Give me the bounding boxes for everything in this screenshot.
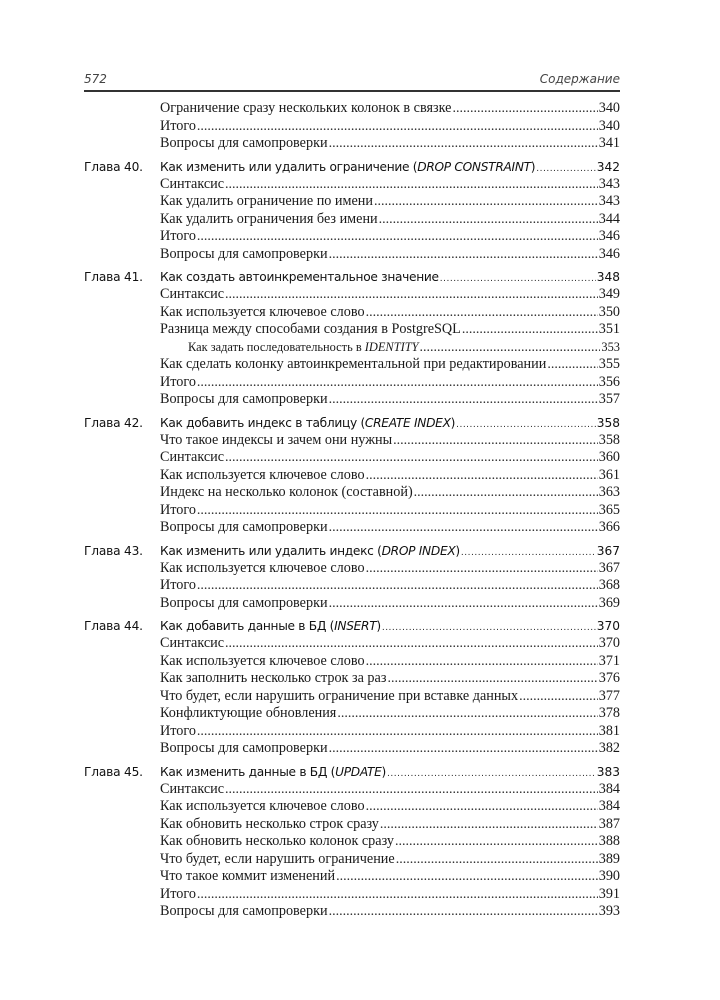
- toc-entry[interactable]: Как используется ключевое слово ..... 350: [84, 304, 620, 322]
- toc-entry[interactable]: Что такое коммит изменений ..... 390: [84, 868, 620, 886]
- toc-entry[interactable]: Как обновить несколько строк сразу ..... 387: [84, 816, 620, 834]
- toc-entry[interactable]: Вопросы для самопроверки ..... 366: [84, 519, 620, 537]
- chapter-heading[interactable]: [84, 763, 620, 781]
- toc-entry[interactable]: Вопросы для самопроверки ..... 346: [84, 246, 620, 264]
- chapter-title: Как изменить или удалить ограничение (DROP CONSTRAINT): [160, 159, 536, 174]
- chapter-page: 358: [596, 415, 620, 430]
- toc-entry[interactable]: Как используется ключевое слово ..... 367: [84, 560, 620, 578]
- toc-entry[interactable]: Итого ..... 356: [84, 374, 620, 392]
- toc-entry[interactable]: Синтаксис ..... 343: [84, 176, 620, 194]
- chapter-page: 370: [596, 619, 620, 633]
- chapter-title: Как изменить или удалить индекс (DROP INDEX): [160, 543, 460, 558]
- toc-chapter-44: [84, 617, 620, 758]
- chapter-label: Глава 43.: [84, 543, 143, 558]
- toc-entry[interactable]: Как сделать колонку автоинкрементальной при редактировании ..... 355: [84, 356, 620, 374]
- chapter-title: Как добавить индекс в таблицу (CREATE INDEX): [160, 415, 456, 430]
- toc-entry[interactable]: Как удалить ограничения без имени ..... 344: [84, 211, 620, 229]
- chapter-heading[interactable]: [84, 158, 620, 176]
- toc-chapter-43: [84, 542, 620, 613]
- toc-entry[interactable]: Как используется ключевое слово ..... 384: [84, 798, 620, 816]
- toc-chapter-40: [84, 158, 620, 264]
- toc-entry[interactable]: Итого ..... 381: [84, 723, 620, 741]
- toc-entry[interactable]: Как используется ключевое слово ..... 371: [84, 653, 620, 671]
- toc-entry[interactable]: Как удалить ограничение по имени ..... 343: [84, 193, 620, 211]
- toc-entry[interactable]: Как заполнить несколько строк за раз ..... 376: [84, 670, 620, 688]
- toc-entry[interactable]: Синтаксис ..... 370: [84, 635, 620, 653]
- toc-entry[interactable]: Синтаксис ..... 360: [84, 449, 620, 467]
- toc-chapter-45: [84, 763, 620, 921]
- toc-entry[interactable]: Вопросы для самопроверки ..... 393: [84, 903, 620, 921]
- chapter-page: 348: [596, 270, 620, 284]
- toc-entry[interactable]: Итого ..... 391: [84, 886, 620, 904]
- toc-entry[interactable]: Ограничение сразу нескольких колонок в связке ..... 340: [84, 100, 620, 118]
- toc-entry[interactable]: Вопросы для самопроверки ..... 341: [84, 135, 620, 153]
- running-header: [84, 70, 620, 92]
- toc-subentry[interactable]: Как задать последовательность в IDENTITY ..... 353: [84, 339, 620, 357]
- toc-entry[interactable]: Конфликтующие обновления ..... 378: [84, 705, 620, 723]
- toc-entry[interactable]: Итого ..... 340: [84, 118, 620, 136]
- chapter-title: Как добавить данные в БД (INSERT): [160, 619, 381, 633]
- toc-entry[interactable]: Синтаксис ..... 384: [84, 781, 620, 799]
- toc-entry[interactable]: Итого ..... 368: [84, 577, 620, 595]
- toc-entry[interactable]: Вопросы для самопроверки ..... 382: [84, 740, 620, 758]
- chapter-heading[interactable]: [84, 268, 620, 286]
- chapter-title: Как изменить данные в БД (UPDATE): [160, 764, 387, 779]
- toc-chapter-41: [84, 268, 620, 409]
- toc-entry[interactable]: Индекс на несколько колонок (составной) ..... 363: [84, 484, 620, 502]
- toc-entry[interactable]: Как обновить несколько колонок сразу ..... 388: [84, 833, 620, 851]
- toc-chapter-42: [84, 414, 620, 537]
- toc-entry[interactable]: Что такое индексы и зачем они нужны ..... 358: [84, 432, 620, 450]
- toc-continued-block: [84, 100, 620, 153]
- chapter-label: Глава 42.: [84, 415, 143, 430]
- chapter-heading[interactable]: [84, 542, 620, 560]
- toc-entry[interactable]: Вопросы для самопроверки ..... 369: [84, 595, 620, 613]
- toc-entry[interactable]: Что будет, если нарушить ограничение ..... 389: [84, 851, 620, 869]
- toc-entry[interactable]: Вопросы для самопроверки ..... 357: [84, 391, 620, 409]
- chapter-label: Глава 41.: [84, 270, 143, 284]
- chapter-page: 367: [596, 543, 620, 558]
- chapter-label: Глава 44.: [84, 619, 143, 633]
- toc-entry[interactable]: Итого ..... 346: [84, 228, 620, 246]
- chapter-page: 383: [596, 764, 620, 779]
- toc-entry[interactable]: Разница между способами создания в PostgreSQL ..... 351: [84, 321, 620, 339]
- page-number: 572: [84, 72, 107, 86]
- chapter-label: Глава 40.: [84, 159, 143, 174]
- toc-entry[interactable]: Синтаксис ..... 349: [84, 286, 620, 304]
- table-of-contents: [84, 100, 620, 921]
- chapter-title: Как создать автоинкрементальное значение: [160, 270, 439, 284]
- chapter-heading[interactable]: [84, 414, 620, 432]
- chapter-heading[interactable]: [84, 617, 620, 635]
- toc-entry[interactable]: Итого ..... 365: [84, 502, 620, 520]
- section-title: Содержание: [539, 72, 620, 86]
- toc-entry[interactable]: Как используется ключевое слово ..... 361: [84, 467, 620, 485]
- chapter-label: Глава 45.: [84, 764, 143, 779]
- chapter-page: 342: [596, 159, 620, 174]
- toc-entry[interactable]: Что будет, если нарушить ограничение при вставке данных ..... 377: [84, 688, 620, 706]
